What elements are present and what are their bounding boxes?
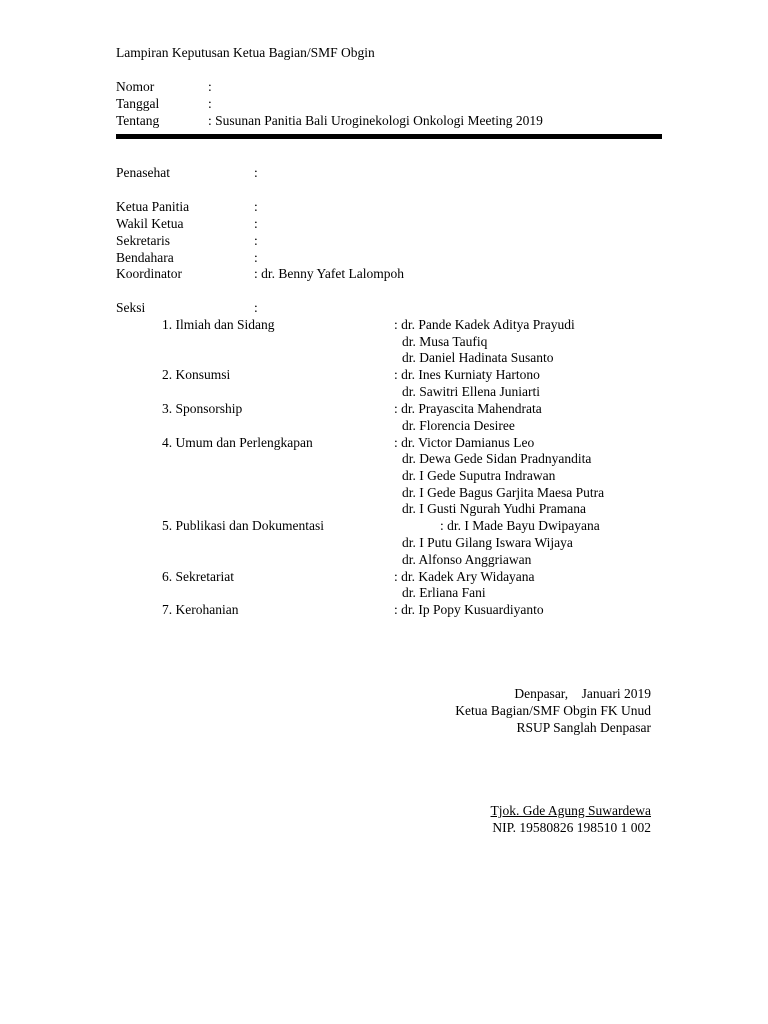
officer-value: : xyxy=(254,165,258,180)
section-name: 2. Konsumsi xyxy=(162,367,231,382)
section-name: 3. Sponsorship xyxy=(162,401,243,416)
section-member: dr. Sawitri Ellena Juniarti xyxy=(402,384,540,399)
section-name: 5. Publikasi dan Dokumentasi xyxy=(162,518,324,533)
officer-label: Ketua Panitia xyxy=(116,199,190,214)
section-member: dr. I Putu Gilang Iswara Wijaya xyxy=(402,535,573,550)
seksi-label: Seksi xyxy=(116,300,146,315)
officer-label: Bendahara xyxy=(116,250,174,265)
section-member: : dr. Prayascita Mahendrata xyxy=(394,401,542,416)
tanggal-value: : xyxy=(208,96,212,111)
section-name: 7. Kerohanian xyxy=(162,602,239,617)
section-member: dr. Erliana Fani xyxy=(402,585,486,600)
section-name: 6. Sekretariat xyxy=(162,569,234,584)
header-divider xyxy=(116,134,662,139)
signature-position: Ketua Bagian/SMF Obgin FK Unud xyxy=(455,703,651,718)
section-member: dr. Daniel Hadinata Susanto xyxy=(402,350,554,365)
section-member: dr. I Gede Suputra Indrawan xyxy=(402,468,556,483)
section-member: : dr. I Made Bayu Dwipayana xyxy=(440,518,600,533)
section-name: 1. Ilmiah dan Sidang xyxy=(162,317,275,332)
tanggal-label: Tanggal xyxy=(116,96,160,111)
section-member: dr. Florencia Desiree xyxy=(402,418,515,433)
officer-label: Sekretaris xyxy=(116,233,170,248)
section-member: : dr. Victor Damianus Leo xyxy=(394,435,535,450)
nomor-value: : xyxy=(208,79,212,94)
officer-label: Koordinator xyxy=(116,266,182,281)
seksi-colon: : xyxy=(254,300,258,315)
nomor-label: Nomor xyxy=(116,79,155,94)
section-member: dr. I Gusti Ngurah Yudhi Pramana xyxy=(402,501,586,516)
officer-label: Penasehat xyxy=(116,165,170,180)
signature-place-date: Denpasar, Januari 2019 xyxy=(514,686,651,701)
section-member: dr. I Gede Bagus Garjita Maesa Putra xyxy=(402,485,605,500)
section-member: : dr. Ines Kurniaty Hartono xyxy=(394,367,540,382)
officer-value: : xyxy=(254,199,258,214)
section-member: : dr. Ip Popy Kusuardiyanto xyxy=(394,602,544,617)
section-member: dr. Musa Taufiq xyxy=(402,334,488,349)
officer-value: : xyxy=(254,250,258,265)
section-name: 4. Umum dan Perlengkapan xyxy=(162,435,313,450)
signature-institution: RSUP Sanglah Denpasar xyxy=(516,720,651,735)
section-member: dr. Alfonso Anggriawan xyxy=(402,552,532,567)
document-title: Lampiran Keputusan Ketua Bagian/SMF Obgin xyxy=(116,45,375,60)
tentang-label: Tentang xyxy=(116,113,160,128)
officer-value: : xyxy=(254,233,258,248)
signature-nip: NIP. 19580826 198510 1 002 xyxy=(492,820,651,835)
signature-name: Tjok. Gde Agung Suwardewa xyxy=(490,803,651,818)
section-member: : dr. Kadek Ary Widayana xyxy=(394,569,535,584)
officer-value: : xyxy=(254,216,258,231)
tentang-value: : Susunan Panitia Bali Uroginekologi Onkologi Meeting 2019 xyxy=(208,113,543,128)
officer-label: Wakil Ketua xyxy=(116,216,184,231)
section-member: dr. Dewa Gede Sidan Pradnyandita xyxy=(402,451,592,466)
section-member: : dr. Pande Kadek Aditya Prayudi xyxy=(394,317,575,332)
officer-value: : dr. Benny Yafet Lalompoh xyxy=(254,266,404,281)
